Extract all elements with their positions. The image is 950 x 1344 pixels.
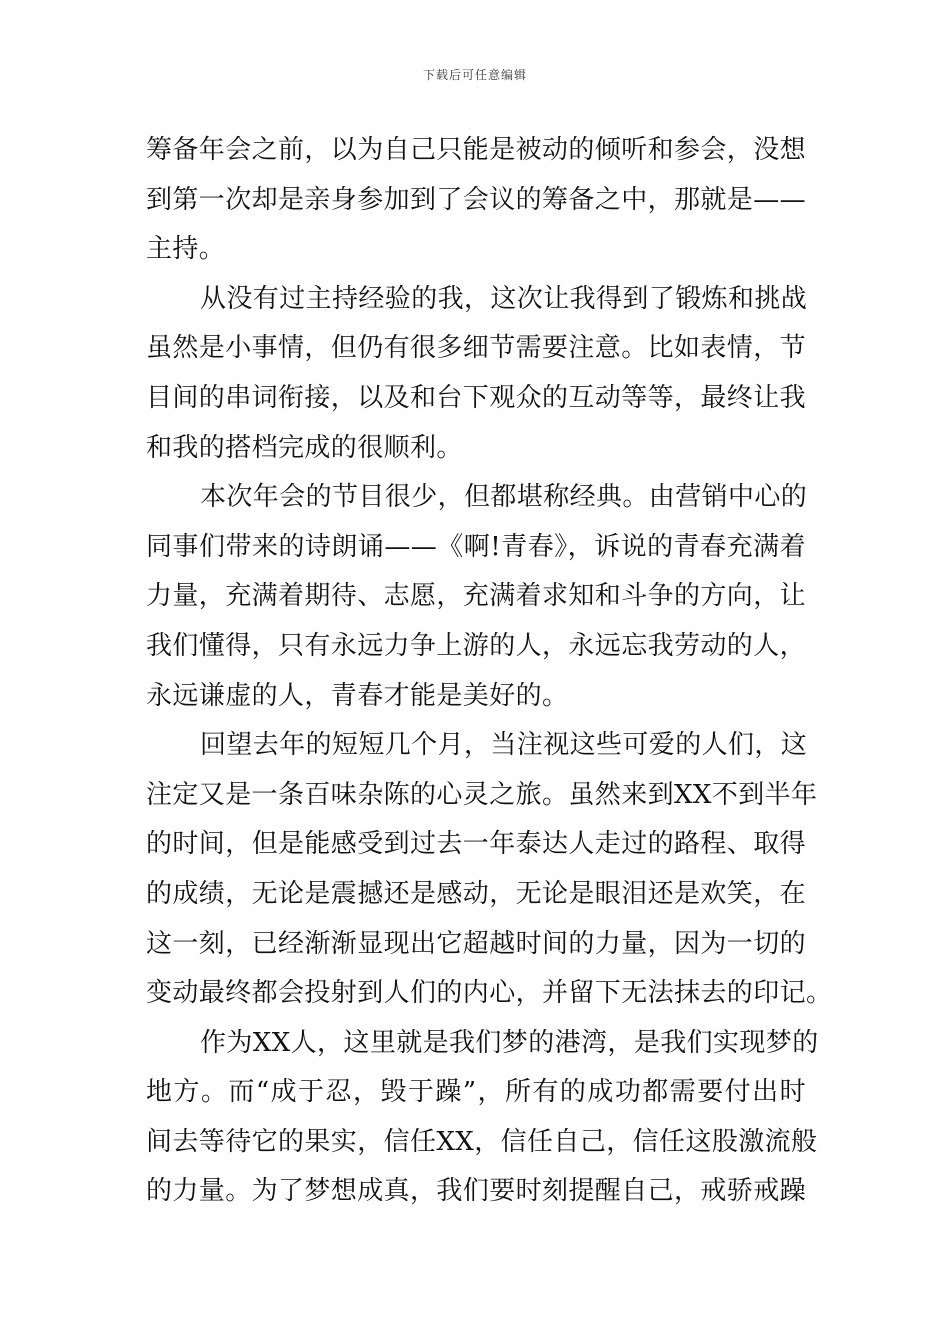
text-line: 变动最终都会投射到人们的内心，并留下无法抹去的印记。	[146, 978, 833, 1009]
text-line: 到第一次却是亲身参加到了会议的筹备之中，那就是——	[146, 184, 807, 215]
text-line: 的力量。为了梦想成真，我们要时刻提醒自己，戒骄戒躁	[146, 1176, 807, 1207]
text-line: 回望去年的短短几个月，当注视这些可爱的人们，这	[200, 730, 808, 761]
text-line: 我们懂得，只有永远力争上游的人，永远忘我劳动的人，	[146, 630, 807, 661]
paragraph	[146, 721, 833, 1019]
text-line: 永远谦虚的人，青春才能是美好的。	[146, 680, 569, 711]
document-body	[146, 126, 833, 1217]
text-line: 的成绩，无论是震撼还是感动，无论是眼泪还是欢笑，在	[146, 878, 807, 909]
text-line: 间去等待它的果实，信任XX，信任自己，信任这股激流般	[146, 1126, 818, 1157]
paragraph	[146, 275, 806, 473]
text-line: 从没有过主持经验的我，这次让我得到了锻炼和挑战	[200, 283, 808, 314]
text-line: 作为XX人，这里就是我们梦的港湾，是我们实现梦的	[200, 1027, 819, 1058]
text-line: 地方。而“成于忍，毁于躁”，所有的成功都需要付出时	[146, 1077, 806, 1108]
text-line: 力量，充满着期待、志愿，充满着求知和斗争的方向，让	[146, 581, 807, 612]
text-line: 目间的串词衔接，以及和台下观众的互动等等，最终让我	[146, 382, 807, 413]
text-line: 的时间，但是能感受到过去一年泰达人走过的路程、取得	[146, 829, 807, 860]
paragraph	[146, 1019, 819, 1217]
text-line: 本次年会的节目很少，但都堪称经典。由营销中心的	[200, 482, 808, 513]
paragraph	[146, 126, 806, 275]
text-line: 同事们带来的诗朗诵——《啊!青春》，诉说的青春充满着	[146, 531, 806, 562]
text-line: 虽然是小事情，但仍有很多细节需要注意。比如表情，节	[146, 333, 807, 364]
text-line: 这一刻，已经渐渐显现出它超越时间的力量，因为一切的	[146, 928, 807, 959]
text-line: 筹备年会之前，以为自己只能是被动的倾听和参会，没想	[146, 135, 807, 165]
text-line: 注定又是一条百味杂陈的心灵之旅。虽然来到XX不到半年	[146, 779, 818, 810]
text-line: 和我的搭档完成的很顺利。	[146, 432, 463, 463]
paragraph	[146, 473, 806, 721]
text-line: 主持。	[146, 234, 226, 265]
page-header-note: 下载后可任意编辑	[422, 68, 527, 82]
